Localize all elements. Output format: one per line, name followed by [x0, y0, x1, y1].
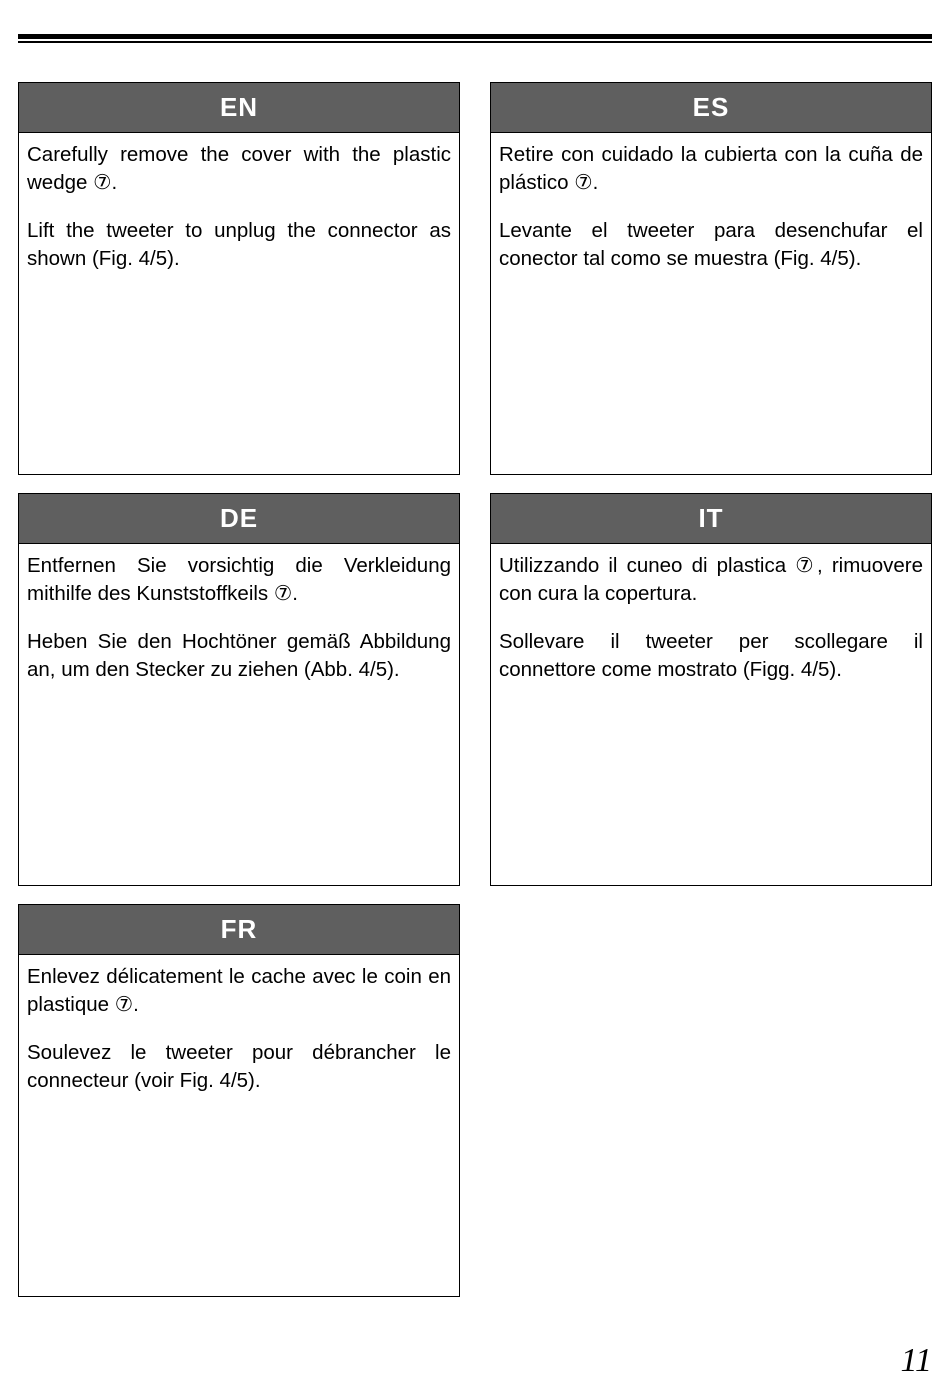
panel-es-header: ES: [491, 83, 931, 133]
panel-es-paragraph-2: Levante el tweeter para desenchufar el conector tal como se muestra (Fig. 4/5).: [499, 219, 923, 270]
panel-it-body: [491, 544, 931, 684]
panel-de-header: DE: [19, 494, 459, 544]
panel-it: [490, 493, 932, 886]
panel-it-header: IT: [491, 494, 931, 544]
panel-es-body: [491, 133, 931, 273]
panel-en-body: [19, 133, 459, 273]
panel-es: [490, 82, 932, 475]
panel-it-paragraph-2: Sollevare il tweeter per scollegare il connettore come mostrato (Figg. 4/5).: [499, 630, 923, 681]
top-rule-thick: [18, 34, 932, 39]
panel-de-body: [19, 544, 459, 684]
panel-en-paragraph-2: Lift the tweeter to unplug the connector as shown (Fig. 4/5).: [27, 219, 451, 270]
panel-fr-body: [19, 955, 459, 1095]
panel-fr: [18, 904, 460, 1297]
panel-de-paragraph-2: Heben Sie den Hochtöner gemäß Abbildung an, um den Stecker zu ziehen (Abb. 4/5).: [27, 630, 451, 681]
top-rule-thin: [18, 41, 932, 43]
panel-it-paragraph-1: Utilizzando il cuneo di plastica ⑦, rimuovere con cura la copertura.: [499, 554, 923, 605]
panel-fr-paragraph-2: Soulevez le tweeter pour débrancher le connecteur (voir Fig. 4/5).: [27, 1041, 451, 1092]
panel-en-paragraph-1: Carefully remove the cover with the plastic wedge ⑦.: [27, 143, 451, 194]
panel-de-paragraph-1: Entfernen Sie vorsichtig die Verkleidung mithilfe des Kunststoffkeils ⑦.: [27, 554, 451, 605]
panel-es-paragraph-1: Retire con cuidado la cubierta con la cuña de plástico ⑦.: [499, 143, 923, 194]
panel-fr-paragraph-1: Enlevez délicatement le cache avec le coin en plastique ⑦.: [27, 965, 451, 1016]
page-number: 11: [900, 1342, 932, 1379]
panel-fr-header: FR: [19, 905, 459, 955]
panel-en-header: EN: [19, 83, 459, 133]
panel-de: [18, 493, 460, 886]
panel-en: [18, 82, 460, 475]
